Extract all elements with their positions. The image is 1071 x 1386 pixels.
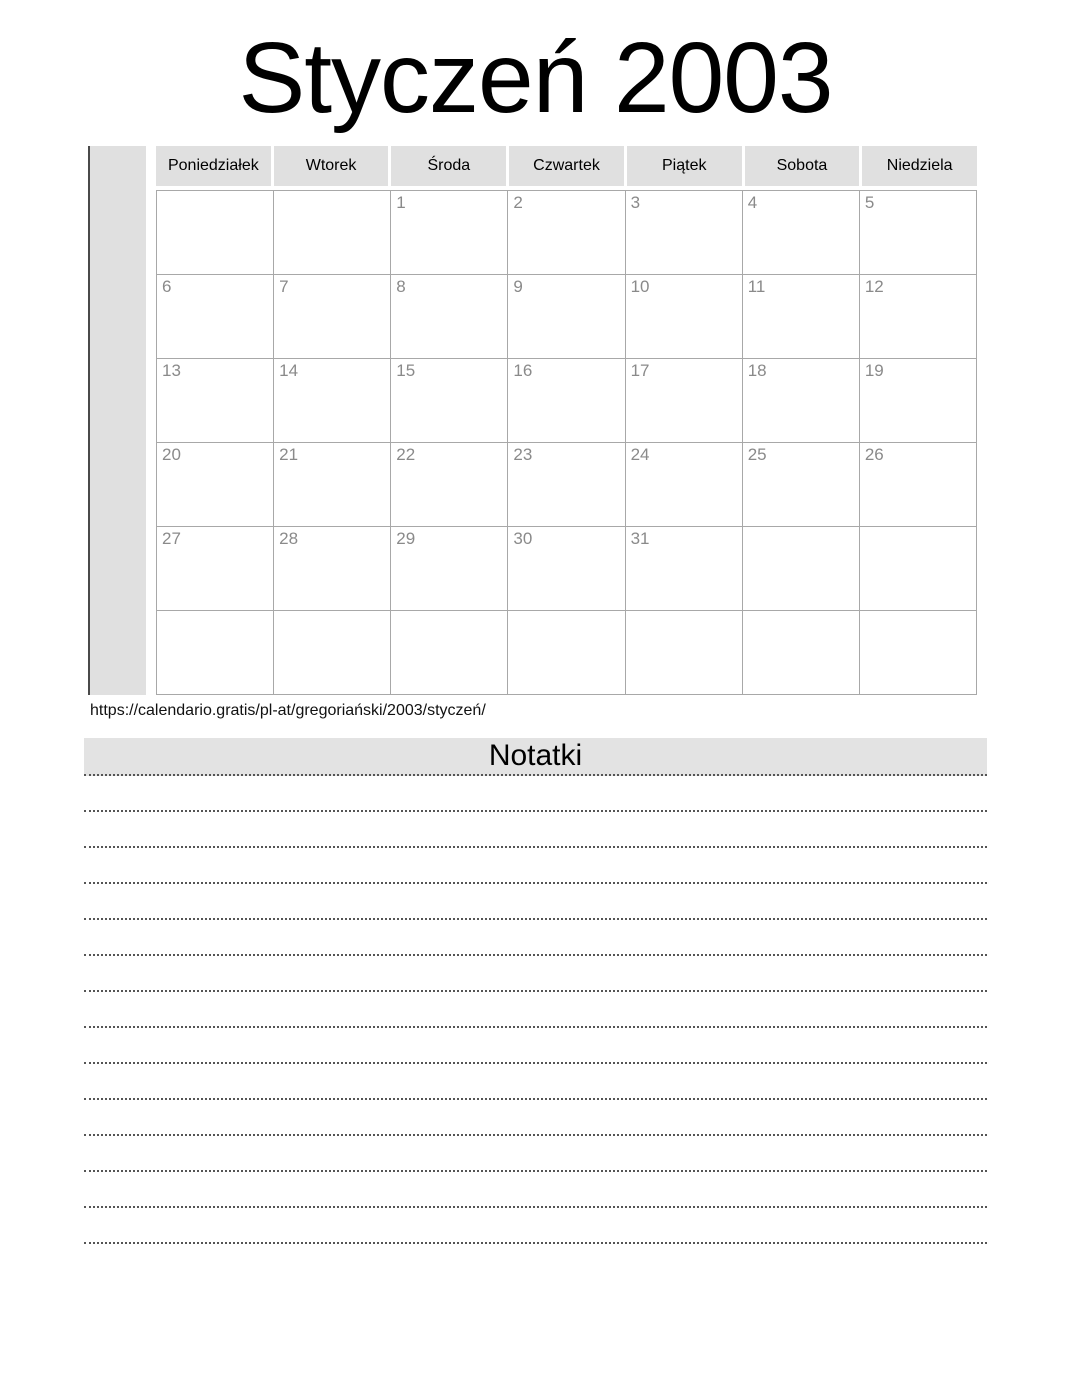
- calendar-day-cell: 1: [391, 191, 507, 274]
- calendar-table: [88, 146, 977, 695]
- weekday-header: Niedziela: [862, 146, 977, 186]
- calendar-day-cell: 15: [391, 359, 507, 442]
- calendar-day-cell: [157, 611, 273, 694]
- weekday-header: Piątek: [627, 146, 742, 186]
- calendar-day-cell: 22: [391, 443, 507, 526]
- calendar-day-cell: 6: [157, 275, 273, 358]
- calendar-day-cell: 9: [508, 275, 624, 358]
- calendar-grid: [156, 146, 977, 695]
- calendar-day-cell: [860, 611, 976, 694]
- calendar-day-cell: 17: [626, 359, 742, 442]
- calendar-day-cell: 18: [743, 359, 859, 442]
- notes-line: [84, 848, 987, 884]
- calendar-day-cell: 8: [391, 275, 507, 358]
- notes-line: [84, 884, 987, 920]
- calendar-day-cell: [743, 527, 859, 610]
- source-url: https://calendario.gratis/pl-at/gregoriański/2003/styczeń/: [90, 702, 486, 719]
- calendar-day-cell: 5: [860, 191, 976, 274]
- notes-line: [84, 776, 987, 812]
- calendar-day-cell: 24: [626, 443, 742, 526]
- calendar-day-cell: [508, 611, 624, 694]
- calendar-day-cell: [157, 191, 273, 274]
- calendar-day-cell: 30: [508, 527, 624, 610]
- weekday-header-row: [156, 146, 977, 186]
- calendar-day-cell: [274, 191, 390, 274]
- notes-header-bar: [84, 738, 987, 776]
- calendar-day-cell: 19: [860, 359, 976, 442]
- calendar-day-cell: [274, 611, 390, 694]
- weekday-header: Czwartek: [509, 146, 624, 186]
- calendar-day-cell: 2: [508, 191, 624, 274]
- calendar-day-cell: 25: [743, 443, 859, 526]
- calendar-day-cell: [626, 611, 742, 694]
- calendar-day-cell: 14: [274, 359, 390, 442]
- calendar-day-cell: 16: [508, 359, 624, 442]
- calendar-day-cell: [391, 611, 507, 694]
- calendar-day-cell: 27: [157, 527, 273, 610]
- notes-line: [84, 1172, 987, 1208]
- notes-line: [84, 1028, 987, 1064]
- notes-line: [84, 1208, 987, 1244]
- calendar-day-cell: 29: [391, 527, 507, 610]
- calendar-day-cell: 11: [743, 275, 859, 358]
- page-title: Styczeń 2003: [238, 22, 833, 134]
- notes-section: [84, 738, 987, 1244]
- calendar-day-cell: 10: [626, 275, 742, 358]
- notes-title: Notatki: [488, 739, 583, 772]
- calendar-day-cell: [743, 611, 859, 694]
- calendar-day-cell: 21: [274, 443, 390, 526]
- calendar-day-cell: [860, 527, 976, 610]
- calendar-day-cell: 7: [274, 275, 390, 358]
- notes-line: [84, 1064, 987, 1100]
- weekday-header: Poniedziałek: [156, 146, 271, 186]
- calendar-day-cell: 31: [626, 527, 742, 610]
- notes-line: [84, 1136, 987, 1172]
- notes-line: [84, 992, 987, 1028]
- notes-line: [84, 920, 987, 956]
- week-number-column: [88, 146, 146, 695]
- calendar-day-cell: 20: [157, 443, 273, 526]
- calendar-day-cell: 13: [157, 359, 273, 442]
- calendar-day-cell: 12: [860, 275, 976, 358]
- calendar-day-cell: 3: [626, 191, 742, 274]
- calendar-day-cell: 26: [860, 443, 976, 526]
- notes-line: [84, 1100, 987, 1136]
- weekday-header: Wtorek: [274, 146, 389, 186]
- calendar-day-cell: 23: [508, 443, 624, 526]
- notes-lines: [84, 776, 987, 1244]
- calendar-day-cell: 28: [274, 527, 390, 610]
- weekday-header: Sobota: [745, 146, 860, 186]
- notes-line: [84, 812, 987, 848]
- calendar-day-grid: [156, 190, 977, 695]
- calendar-day-cell: 4: [743, 191, 859, 274]
- weekday-header: Środa: [391, 146, 506, 186]
- notes-line: [84, 956, 987, 992]
